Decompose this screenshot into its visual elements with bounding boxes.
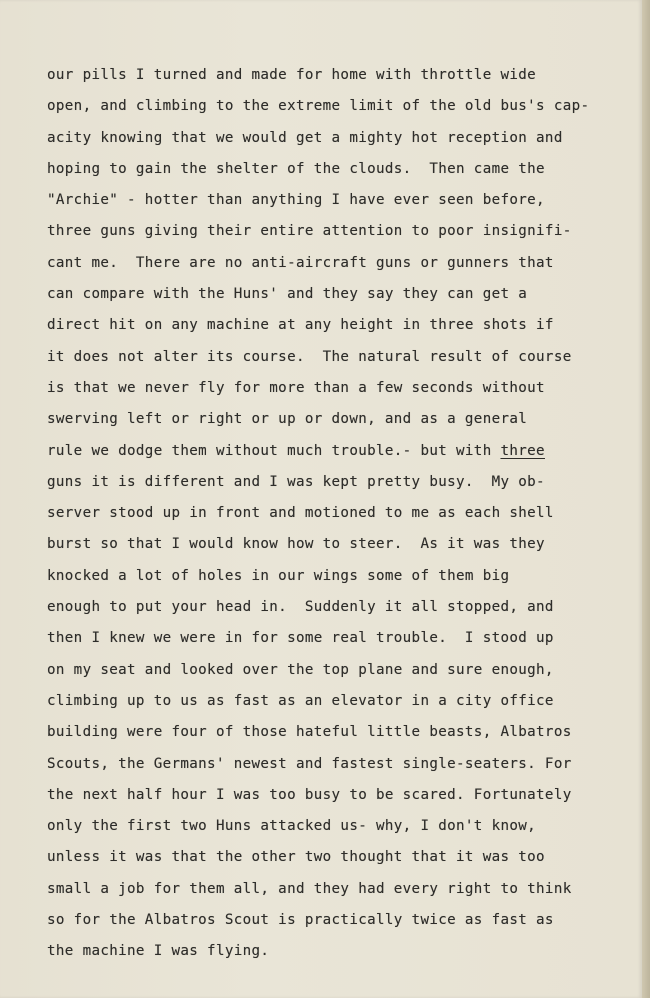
typed-text-body: [47, 60, 627, 968]
text-line: burst so that I would know how to steer. As it was they: [47, 536, 545, 553]
text-line: it does not alter its course. The natural result of course: [47, 348, 572, 365]
text-line: guns it is different and I was kept pretty busy. My ob-: [47, 473, 545, 490]
text-line: the machine I was flying.: [47, 943, 270, 960]
text-line: small a job for them all, and they had every right to think: [47, 880, 572, 897]
text-line: cant me. There are no anti-aircraft guns or gunners that: [47, 254, 554, 271]
text-line: open, and climbing to the extreme limit of the old bus's cap-: [47, 98, 590, 115]
text-line: acity knowing that we would get a mighty hot reception and: [47, 129, 563, 146]
text-line: on my seat and looked over the top plane and sure enough,: [47, 661, 554, 678]
text-line-with-underline: [47, 436, 627, 467]
text-line: the next half hour I was too busy to be scared. Fortunately: [47, 786, 572, 803]
text-line: only the first two Huns attacked us- why, I don't know,: [47, 818, 537, 835]
text-line: hoping to gain the shelter of the clouds. Then came the: [47, 160, 545, 177]
text-line: unless it was that the other two thought that it was too: [47, 849, 545, 866]
text-line: swerving left or right or up or down, and as a general: [47, 411, 528, 428]
text-line: Scouts, the Germans' newest and fastest single-seaters. For: [47, 755, 572, 772]
text-line: our pills I turned and made for home with throttle wide: [47, 67, 537, 83]
underlined-word: three: [500, 442, 545, 459]
text-line: server stood up in front and motioned to me as each shell: [47, 505, 554, 522]
text-line: then I knew we were in for some real trouble. I stood up: [47, 630, 554, 647]
text-line: can compare with the Huns' and they say they can get a: [47, 286, 528, 303]
page-edge: [642, 0, 650, 998]
text-line: is that we never fly for more than a few seconds without: [47, 379, 545, 396]
text-line-start: rule we dodge them without much trouble.- but with: [47, 442, 501, 459]
text-line: so for the Albatros Scout is practically twice as fast as: [47, 912, 554, 929]
text-line: enough to put your head in. Suddenly it all stopped, and: [47, 599, 554, 616]
text-line: climbing up to us as fast as an elevator in a city office: [47, 692, 554, 709]
text-line: knocked a lot of holes in our wings some of them big: [47, 567, 510, 584]
text-line: direct hit on any machine at any height in three shots if: [47, 317, 554, 334]
text-line: "Archie" - hotter than anything I have ever seen before,: [47, 192, 545, 209]
text-line: building were four of those hateful little beasts, Albatros: [47, 724, 572, 741]
text-line: three guns giving their entire attention to poor insignifi-: [47, 223, 572, 240]
